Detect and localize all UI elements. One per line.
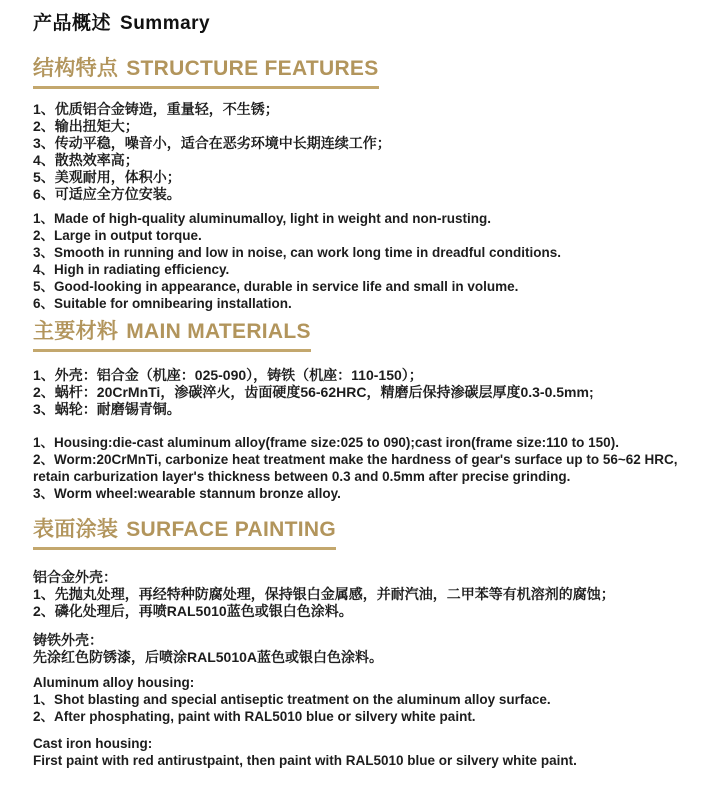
main-materials-heading (33, 319, 311, 352)
list-item: 4、High in radiating efficiency. (33, 262, 230, 277)
list-item: 6、可适应全方位安装。 (33, 186, 181, 202)
structure-features-heading (33, 56, 379, 89)
list-item: 2、磷化处理后，再喷RAL5010蓝色或银白色涂料。 (33, 603, 353, 619)
page-title-en: Summary (120, 13, 211, 34)
list-item: 先涂红色防锈漆，后喷涂RAL5010A蓝色或银白色涂料。 (33, 649, 384, 665)
surface-painting-cast-iron-zh (33, 632, 695, 666)
main-materials-list-en (33, 434, 695, 502)
list-item: 3、传动平稳，噪音小，适合在恶劣环境中长期连续工作； (33, 135, 391, 151)
section-surface-painting (33, 502, 695, 769)
structure-features-heading-zh: 结构特点 (33, 57, 119, 80)
sub-label: 铸铁外壳： (33, 632, 103, 648)
page-title-zh: 产品概述 (33, 13, 112, 34)
list-item: 1、外壳：铝合金（机座：025-090），铸铁（机座：110-150）； (33, 367, 423, 383)
main-materials-heading-en: MAIN MATERIALS (126, 320, 311, 343)
surface-painting-heading (33, 517, 336, 550)
surface-painting-aluminum-en (33, 674, 695, 725)
surface-painting-heading-en: SURFACE PAINTING (126, 518, 336, 541)
list-item: 3、Worm wheel:wearable stannum bronze alloy. (33, 486, 341, 501)
structure-features-heading-en: STRUCTURE FEATURES (126, 57, 379, 80)
main-materials-heading-zh: 主要材料 (33, 320, 119, 343)
list-item: 1、先抛丸处理，再经特种防腐处理，保持银白金属感，并耐汽油，二甲苯等有机溶剂的腐蚀； (33, 586, 615, 602)
list-item: 3、Smooth in running and low in noise, can work long time in dreadful conditions. (33, 245, 562, 260)
list-item: 2、蜗杆：20CrMnTi，渗碳淬火，齿面硬度56-62HRC，精磨后保持渗碳层厚度0.3-0.5mm; (33, 384, 594, 400)
list-item: 2、输出扭矩大； (33, 118, 139, 134)
page-title (33, 12, 695, 35)
sub-label: Cast iron housing: (33, 736, 153, 751)
list-item: 5、Good-looking in appearance, durable in service life and small in volume. (33, 279, 519, 294)
list-item: 1、Shot blasting and special antiseptic treatment on the aluminum alloy surface. (33, 692, 551, 707)
list-item: 2、After phosphating, paint with RAL5010 blue or silvery white paint. (33, 709, 476, 724)
main-materials-list-zh (33, 367, 695, 418)
list-item: 4、散热效率高； (33, 152, 139, 168)
list-item: 2、Worm:20CrMnTi, carbonize heat treatment make the hardness of gear's surface up to 56~62 HRC, retain carburization layer's thickness between 0.3 and 0.5mm after precise grinding. (33, 452, 678, 484)
list-item: 5、美观耐用，体积小； (33, 169, 181, 185)
list-item: 1、优质铝合金铸造，重量轻，不生锈； (33, 101, 279, 117)
sub-label: 铝合金外壳： (33, 569, 117, 585)
list-item: 2、Large in output torque. (33, 228, 202, 243)
list-item: 6、Suitable for omnibearing installation. (33, 296, 292, 311)
structure-features-list-en (33, 210, 695, 312)
surface-painting-cast-iron-en (33, 735, 695, 769)
section-main-materials (33, 312, 695, 502)
list-item: 3、蜗轮：耐磨锡青铜。 (33, 401, 181, 417)
surface-painting-aluminum-zh (33, 569, 695, 620)
structure-features-list-zh (33, 101, 695, 203)
list-item: 1、Housing:die-cast aluminum alloy(frame size:025 to 090);cast iron(frame size:110 to 150). (33, 435, 619, 450)
surface-painting-heading-zh: 表面涂装 (33, 518, 119, 541)
sub-label: Aluminum alloy housing: (33, 675, 195, 690)
list-item: First paint with red antirustpaint, then paint with RAL5010 blue or silvery white paint. (33, 753, 577, 768)
list-item: 1、Made of high-quality aluminumalloy, light in weight and non-rusting. (33, 211, 491, 226)
section-structure-features (33, 35, 695, 312)
